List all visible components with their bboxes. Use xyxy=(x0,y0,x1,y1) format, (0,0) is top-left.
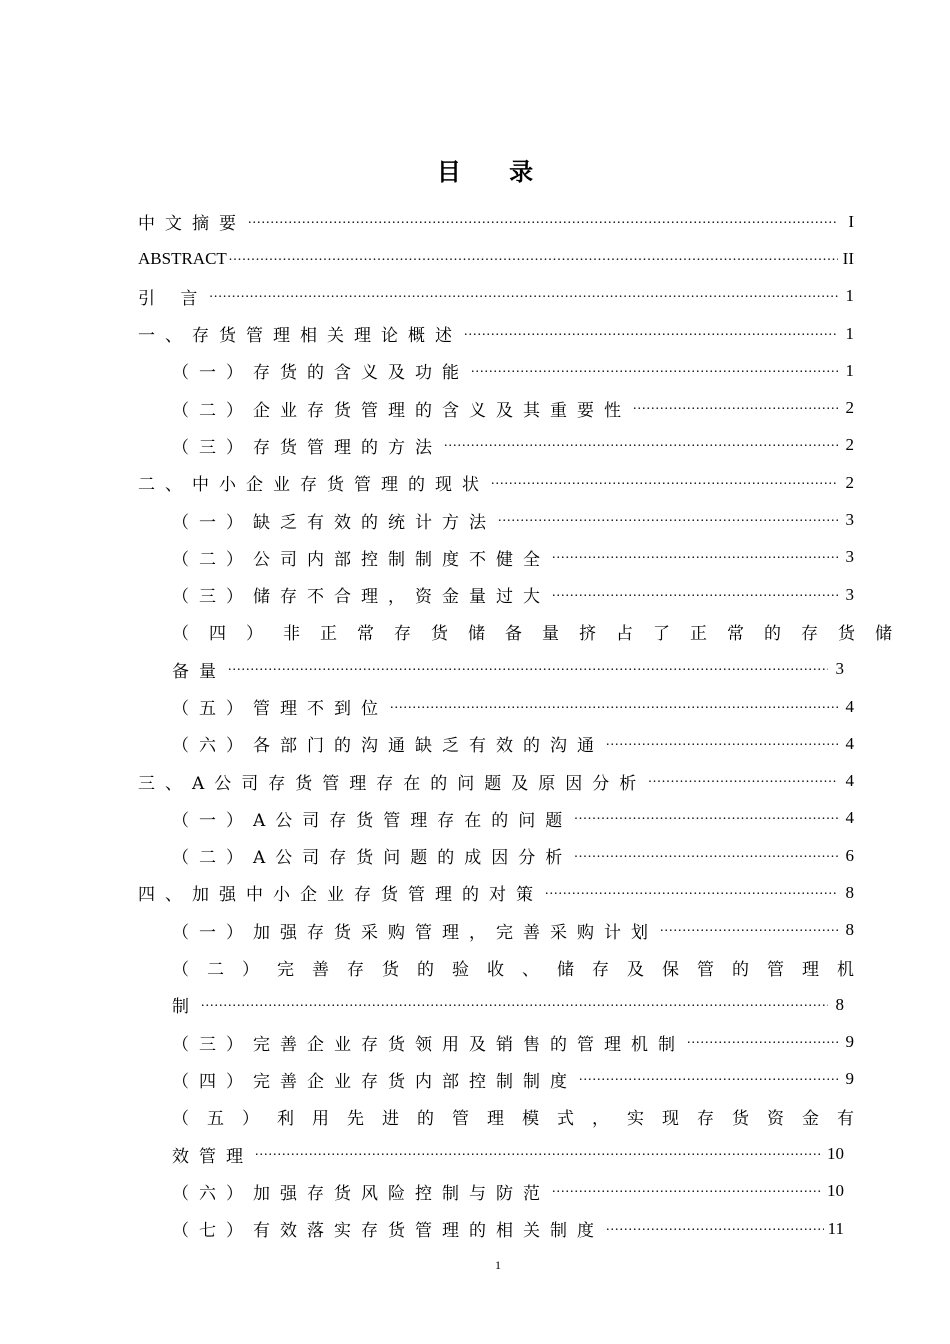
toc-entry-continuation[interactable] xyxy=(138,986,854,1023)
dot-leader xyxy=(574,846,838,866)
toc-entry-text: 引 言 xyxy=(138,288,208,309)
dot-leader xyxy=(444,435,838,455)
toc-entry-text: （三）存货管理的方法 xyxy=(172,437,442,458)
toc-entry-text: （二）企业存货管理的含义及其重要性 xyxy=(172,400,631,421)
toc-entry[interactable] xyxy=(138,688,854,725)
dot-leader xyxy=(648,771,838,791)
toc-entry-text: 效管理 xyxy=(172,1146,253,1167)
dot-leader xyxy=(687,1032,838,1052)
toc-entry-text: （五）利用先进的管理模式，实现存货资金有 xyxy=(172,1109,872,1130)
toc-entry[interactable] xyxy=(138,315,854,352)
toc-entry-page: 8 xyxy=(845,882,854,902)
dot-leader xyxy=(201,995,828,1015)
toc-entry-page: II xyxy=(842,248,854,268)
dot-leader xyxy=(574,808,838,828)
dot-leader xyxy=(229,249,838,269)
toc-entry-text: （七）有效落实存货管理的相关制度 xyxy=(172,1221,604,1242)
toc-entry[interactable] xyxy=(138,203,854,240)
toc-entry-text: 备量 xyxy=(172,661,226,682)
toc-entry-text: （三）储存不合理，资金量过大 xyxy=(172,587,550,608)
toc-entry[interactable] xyxy=(138,912,854,949)
dot-leader xyxy=(606,734,838,754)
toc-entry-text: （二）公司内部控制制度不健全 xyxy=(172,549,550,570)
dot-leader xyxy=(498,510,838,530)
toc-entry-page: 4 xyxy=(845,696,854,716)
toc-entry-page: 3 xyxy=(845,547,854,567)
toc-entry[interactable] xyxy=(138,576,854,613)
dot-leader xyxy=(606,1219,824,1239)
toc-entry-text: （一）缺乏有效的统计方法 xyxy=(172,512,496,533)
toc-entry-page: 1 xyxy=(845,360,854,380)
toc-entry-text: （五）管理不到位 xyxy=(172,699,388,719)
toc-entry-page: 11 xyxy=(827,1218,844,1238)
toc-entry-text: （三）完善企业存货领用及销售的管理机制 xyxy=(172,1034,685,1055)
toc-entry-page: 6 xyxy=(845,845,854,865)
toc-entry[interactable] xyxy=(138,539,854,576)
dot-leader xyxy=(579,1069,838,1089)
dot-leader xyxy=(390,697,838,717)
toc-entry-page: 2 xyxy=(845,435,854,455)
toc-entry[interactable] xyxy=(138,352,854,389)
toc-entry-page: 4 xyxy=(845,733,854,753)
toc-entry-text: 三、A公司存货管理存在的问题及原因分析 xyxy=(138,773,647,794)
dot-leader xyxy=(545,883,838,903)
dot-leader xyxy=(552,585,838,605)
toc-entry-text: （四）非正常存货储备量挤占了正常的存货储 xyxy=(172,624,912,645)
toc-entry[interactable] xyxy=(138,725,854,762)
toc-entry-continuation[interactable] xyxy=(138,651,854,688)
toc-entry-page: 2 xyxy=(845,472,854,492)
dot-leader xyxy=(248,212,838,232)
dot-leader xyxy=(633,398,838,418)
toc-entry-text: 制 xyxy=(172,997,199,1018)
toc-entry-page: 9 xyxy=(845,1032,854,1052)
toc-entry-page: 10 xyxy=(827,1181,844,1201)
toc-entry-page: 1 xyxy=(845,323,854,343)
toc-entry[interactable] xyxy=(138,613,912,650)
dot-leader xyxy=(552,1181,823,1201)
toc-entry-page: 10 xyxy=(827,1144,844,1164)
toc-entry[interactable] xyxy=(138,427,854,464)
toc-entry-text: （四）完善企业存货内部控制制度 xyxy=(172,1071,577,1092)
toc-entry-text: （一）加强存货采购管理，完善采购计划 xyxy=(172,922,658,943)
toc-entry[interactable] xyxy=(138,949,872,986)
toc-entry-text: （六）加强存货风险控制与防范 xyxy=(172,1183,550,1204)
toc-entry-text: ABSTRACT xyxy=(138,248,227,268)
toc-entry-page: 9 xyxy=(845,1069,854,1089)
footer-page-number: 1 xyxy=(495,1258,501,1272)
dot-leader xyxy=(464,324,838,344)
toc-entry-text: （六）各部门的沟通缺乏有效的沟通 xyxy=(172,736,604,757)
toc-entry[interactable] xyxy=(138,874,854,911)
toc-entry[interactable] xyxy=(138,800,854,837)
toc-entry-text: 二、中小企业存货管理的现状 xyxy=(138,475,489,496)
toc-entry-text: 一、存货管理相关理论概述 xyxy=(138,326,462,347)
dot-leader xyxy=(209,286,838,306)
toc-entry[interactable] xyxy=(138,837,854,874)
dot-leader xyxy=(552,547,838,567)
toc-entry-page: 3 xyxy=(845,510,854,530)
table-of-contents xyxy=(138,203,912,1247)
toc-entry[interactable] xyxy=(138,240,854,277)
dot-leader xyxy=(471,361,838,381)
toc-entry-text: （一）存货的含义及功能 xyxy=(172,363,469,384)
toc-entry-page: 4 xyxy=(845,771,854,791)
toc-entry-continuation[interactable] xyxy=(138,1135,854,1172)
toc-title: 目 录 xyxy=(436,157,554,186)
toc-entry[interactable] xyxy=(138,1024,854,1061)
toc-entry-page: 1 xyxy=(845,286,854,306)
toc-entry-text: （一）A公司存货管理存在的问题 xyxy=(172,810,573,831)
dot-leader xyxy=(491,473,838,493)
toc-entry-page: 8 xyxy=(835,994,844,1014)
toc-entry-page: 3 xyxy=(835,659,844,679)
toc-entry-page: 4 xyxy=(845,808,854,828)
dot-leader xyxy=(660,920,838,940)
toc-entry-page: I xyxy=(848,211,854,231)
toc-entry[interactable] xyxy=(138,1061,854,1098)
toc-entry[interactable] xyxy=(138,464,854,501)
toc-entry[interactable] xyxy=(138,1173,854,1210)
toc-entry[interactable] xyxy=(138,1210,854,1247)
toc-entry-text: （二）完善存货的验收、储存及保管的管理机 xyxy=(172,960,872,981)
toc-entry[interactable] xyxy=(138,501,854,538)
toc-entry[interactable] xyxy=(138,389,854,426)
dot-leader xyxy=(228,659,828,679)
toc-entry[interactable] xyxy=(138,762,854,799)
toc-entry-page: 8 xyxy=(845,920,854,940)
toc-entry-page: 3 xyxy=(845,584,854,604)
toc-entry-text: 四、加强中小企业存货管理的对策 xyxy=(138,885,543,906)
toc-entry-text: （二）A公司存货问题的成因分析 xyxy=(172,848,573,869)
toc-entry[interactable] xyxy=(138,278,854,315)
toc-entry-page: 2 xyxy=(845,398,854,418)
dot-leader xyxy=(255,1144,823,1164)
toc-entry-text: 中文摘要 xyxy=(138,214,246,235)
toc-entry[interactable] xyxy=(138,1098,872,1135)
